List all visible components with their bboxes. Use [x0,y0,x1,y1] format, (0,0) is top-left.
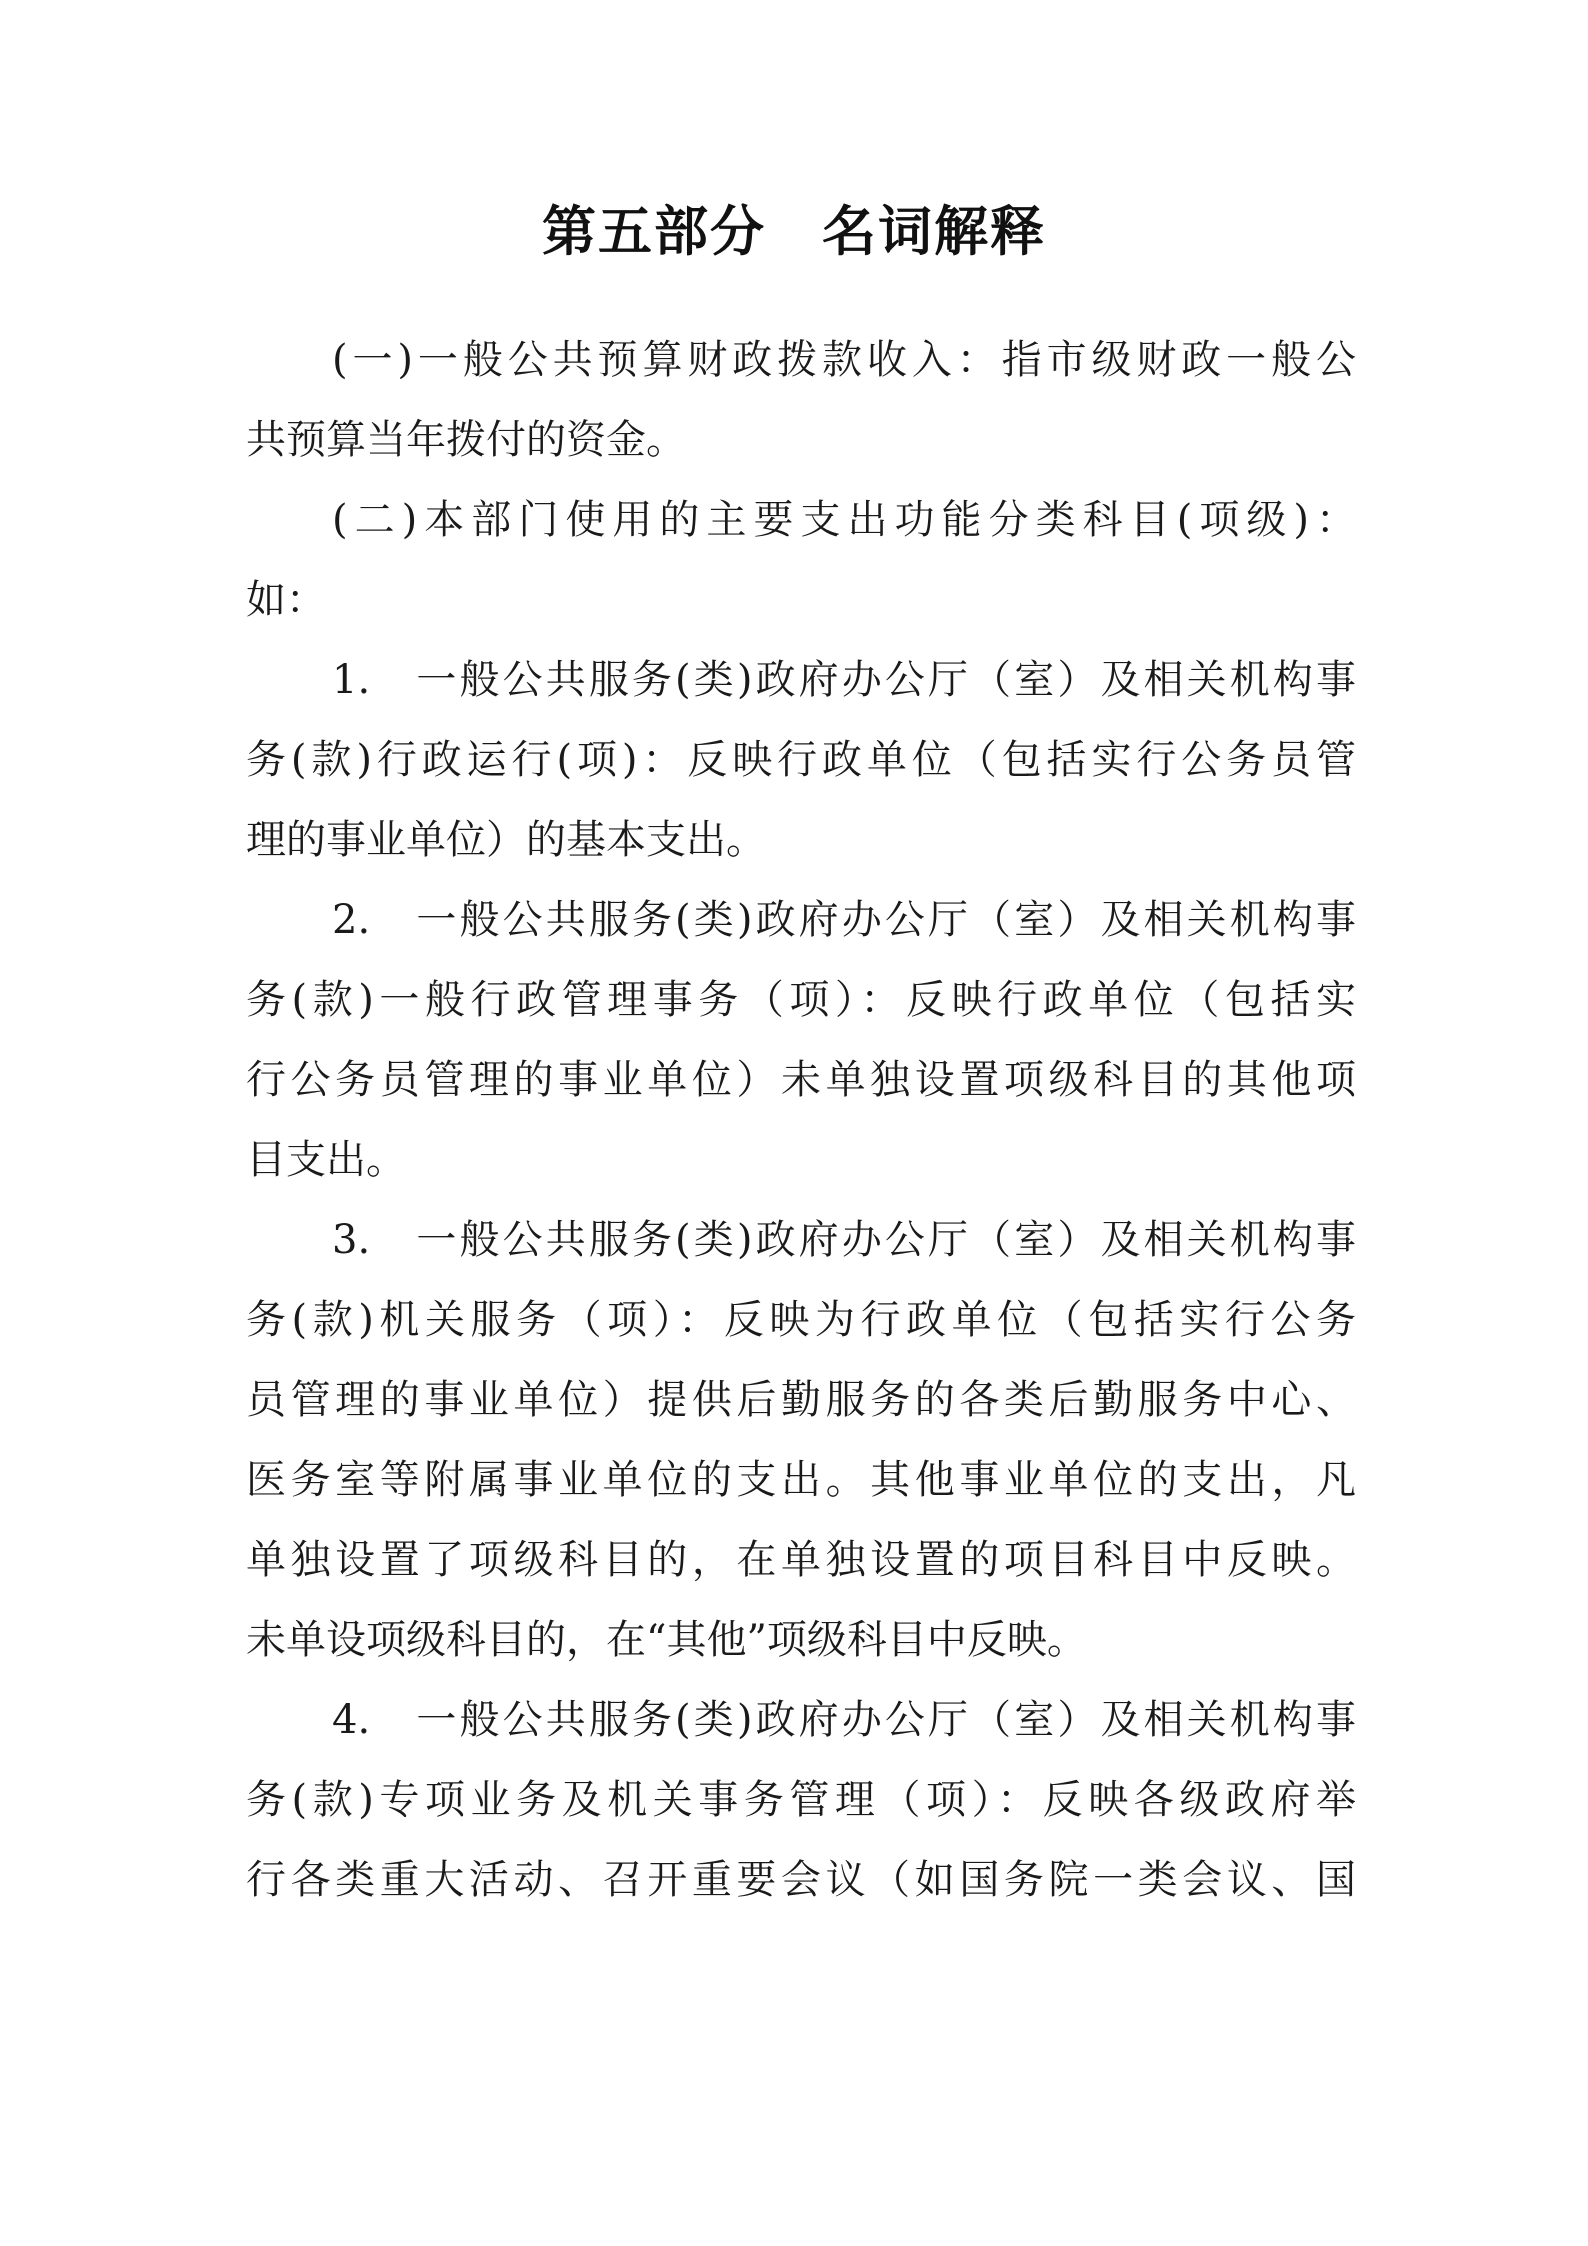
paragraph-line: 务(款)机关服务（项）：反映为行政单位（包括实行公务 [246,1297,1356,1343]
paragraph-line: 务(款)一般行政管理事务（项）：反映行政单位（包括实 [246,977,1356,1023]
paragraph-line: 2. 一般公共服务(类)政府办公厅（室）及相关机构事 [332,897,1356,943]
document-body [246,320,1356,1920]
paragraph-line: 员管理的事业单位）提供后勤服务的各类后勤服务中心、 [246,1377,1356,1423]
paragraph-line: 理的事业单位）的基本支出。 [246,817,766,863]
paragraph-line: 4. 一般公共服务(类)政府办公厅（室）及相关机构事 [332,1697,1356,1743]
paragraph-line: 行各类重大活动、召开重要会议（如国务院一类会议、国 [246,1857,1356,1903]
paragraph-line: 目支出。 [246,1137,406,1183]
page-title: 第五部分 名词解释 [542,200,1046,263]
paragraph-line: 务(款)专项业务及机关事务管理（项）：反映各级政府举 [246,1777,1356,1823]
paragraph-line: (一)一般公共预算财政拨款收入：指市级财政一般公 [332,337,1356,383]
paragraph-line: 共预算当年拨付的资金。 [246,417,686,463]
paragraph-line: 务(款)行政运行(项)：反映行政单位（包括实行公务员管 [246,737,1356,783]
paragraph-item-1 [246,640,1356,880]
paragraph-line: 未单设项级科目的，在“其他”项级科目中反映。 [246,1617,1087,1663]
paragraph-item-3 [246,1200,1356,1680]
paragraph-expenditure-categories [246,480,1356,640]
paragraph-item-4 [246,1680,1356,1920]
paragraph-general-budget-income [246,320,1356,480]
paragraph-item-2 [246,880,1356,1200]
paragraph-line: 3. 一般公共服务(类)政府办公厅（室）及相关机构事 [332,1217,1356,1263]
paragraph-line: 医务室等附属事业单位的支出。其他事业单位的支出，凡 [246,1457,1356,1503]
paragraph-line: 单独设置了项级科目的，在单独设置的项目科目中反映。 [246,1537,1356,1583]
paragraph-line: 行公务员管理的事业单位）未单独设置项级科目的其他项 [246,1057,1356,1103]
paragraph-line: (二)本部门使用的主要支出功能分类科目(项级)： [332,497,1356,543]
paragraph-line: 如： [246,577,326,623]
paragraph-line: 1. 一般公共服务(类)政府办公厅（室）及相关机构事 [332,657,1356,703]
